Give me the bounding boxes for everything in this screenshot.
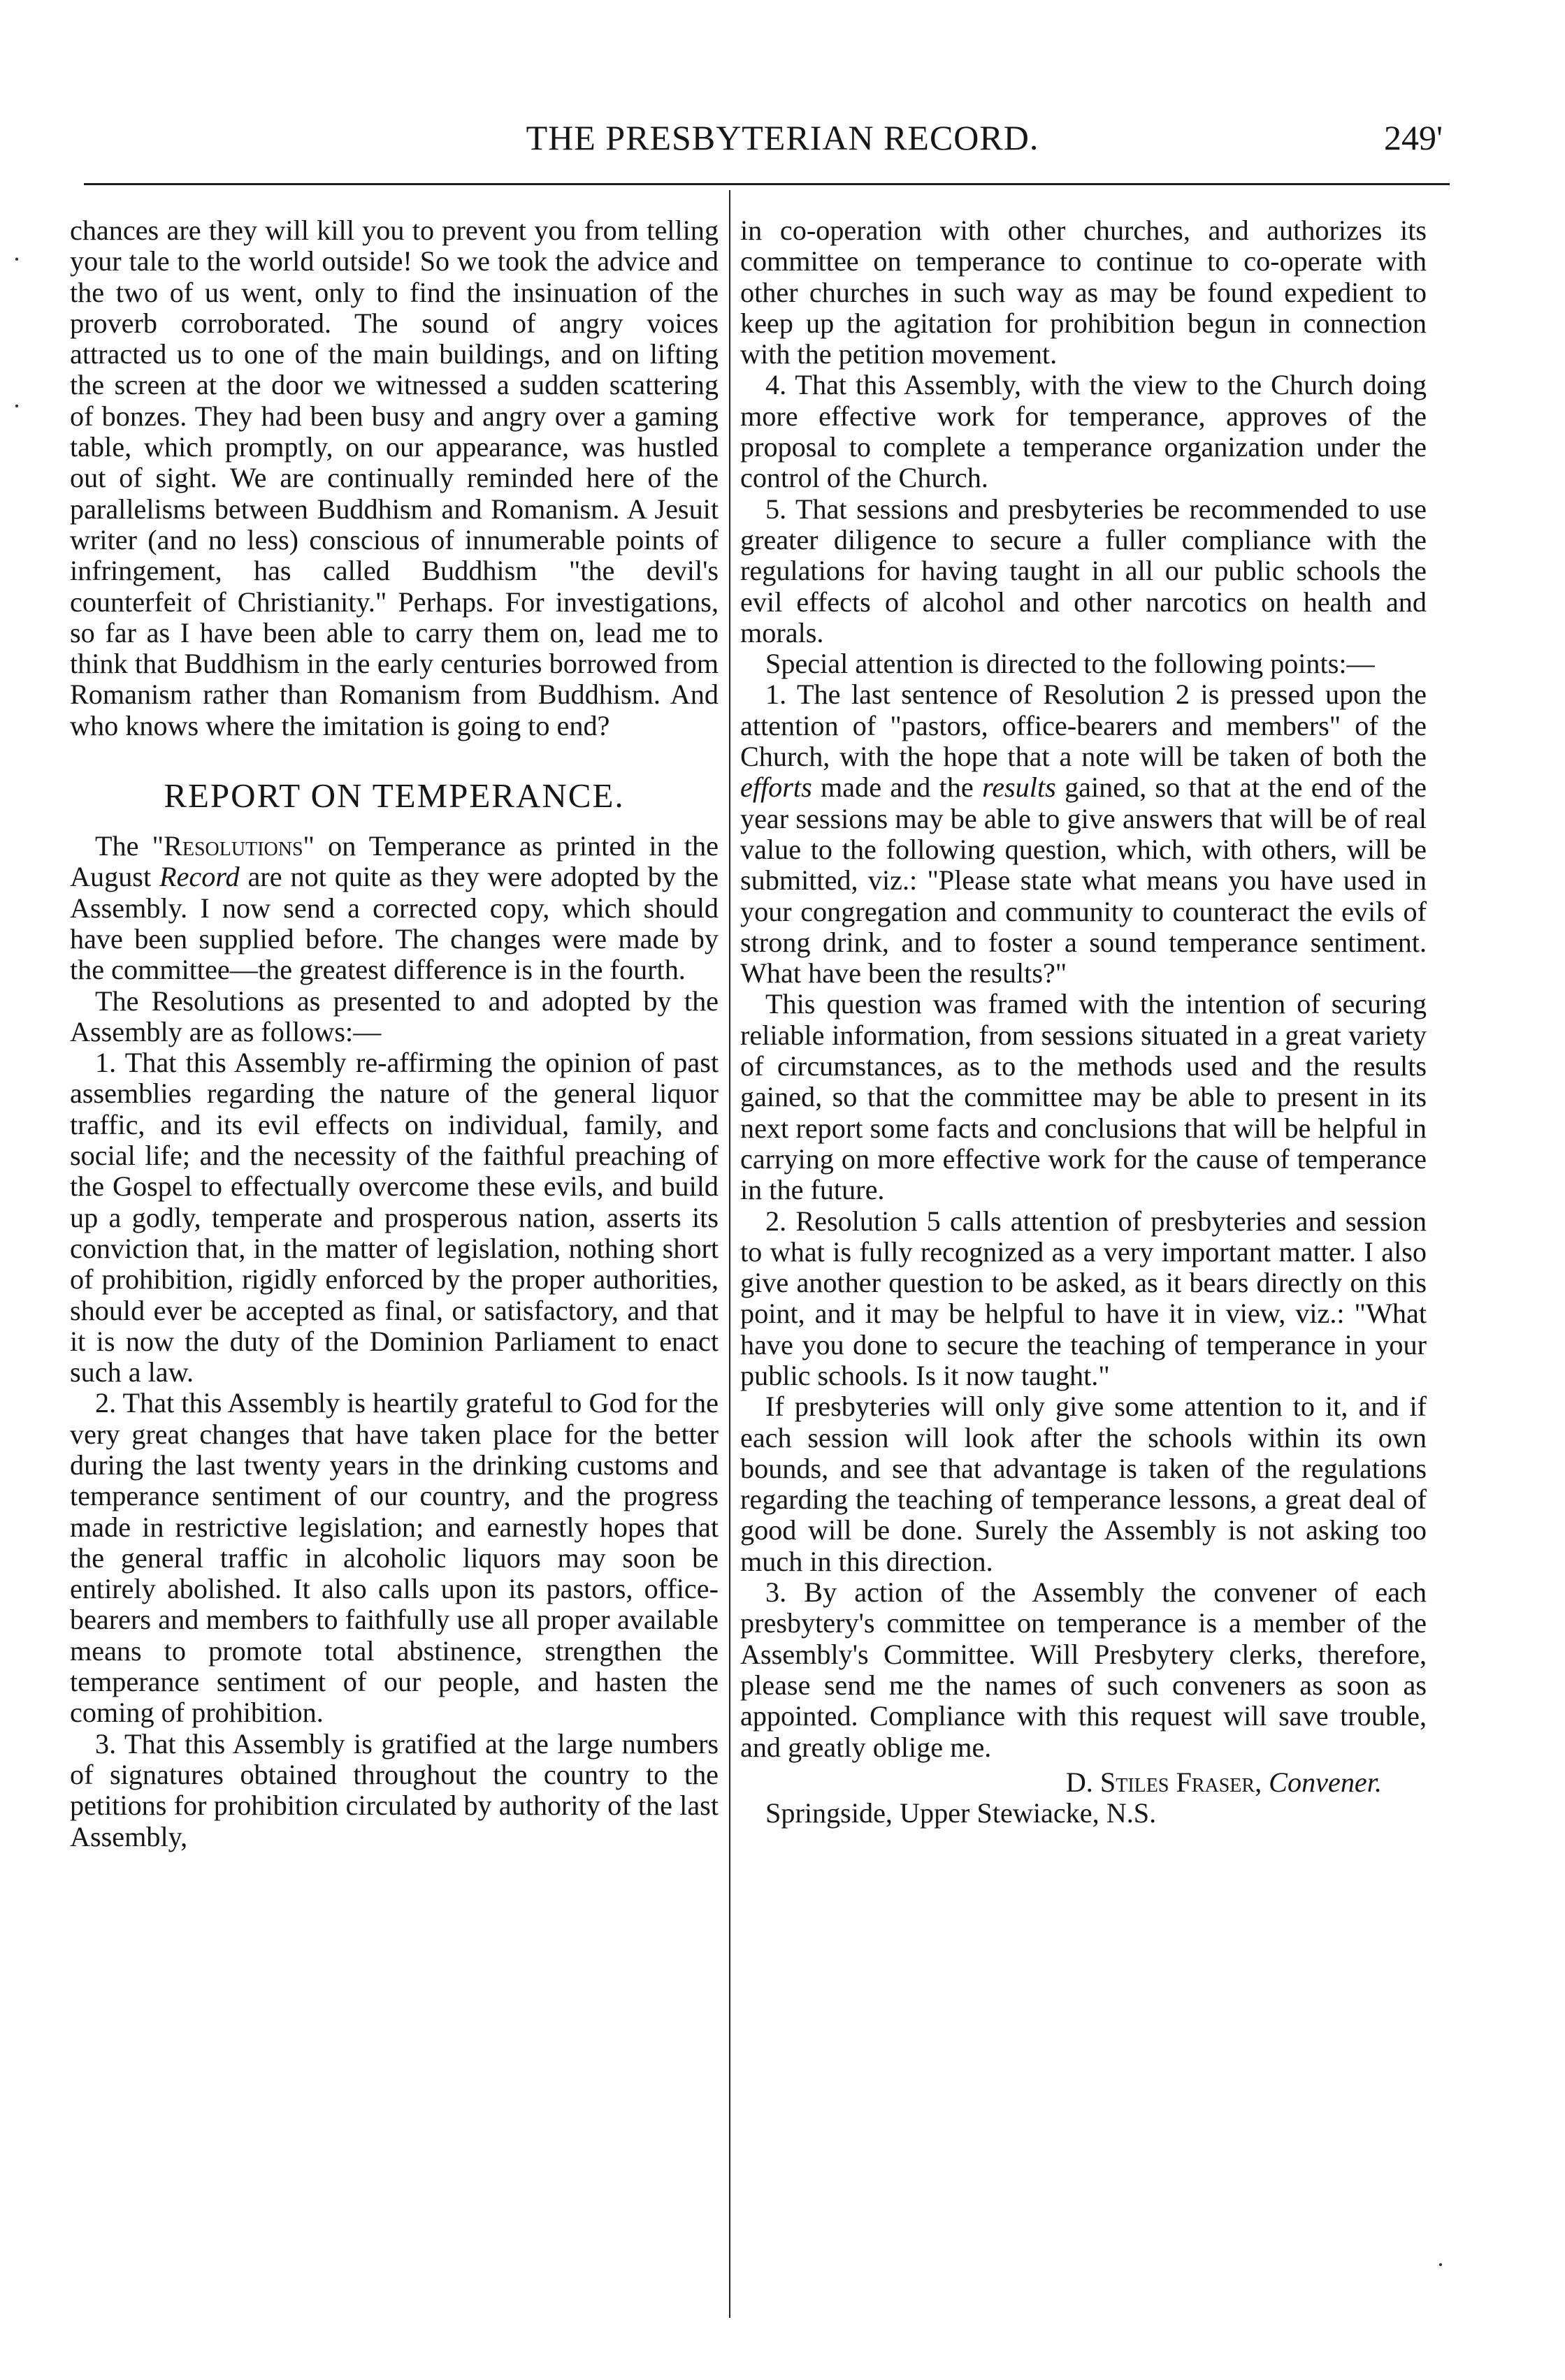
- resolution-2: 2. That this Assembly is heartily grateful to God for the very great changes that have taken place for the better during the last twenty years in the drinking customs and temperance sentiment of our country, and the progress made in restrictive legislation; and earnestly hopes that the general traffic in alcoholic liquors may soon be entirely abolished. It also calls upon its pastors, office-bearers and members to faithfully use all proper available means to promote total abstinence, strengthen the temperance sentiment of our people, and hasten the coming of prohibition.: [70, 1387, 719, 1729]
- record-italic: Record: [159, 861, 240, 893]
- left-column: [70, 215, 719, 1852]
- running-head: [0, 117, 1565, 159]
- signature-title: Convener.: [1269, 1766, 1382, 1798]
- margin-dot: ·: [13, 245, 21, 273]
- point-text: 1. The last sentence of Resolution 2 is pressed upon the attention of "pastors, office-bearers and members" of the Church, with the hope that a note will be taken of both the: [740, 679, 1427, 773]
- margin-dot: ·: [13, 392, 21, 420]
- resolution-1: 1. That this Assembly re-affirming the opinion of past assemblies regarding the nature of the general liquor traffic, and its evil effects on individual, family, and social life; and the necessity of the faithful preaching of the Gospel to effectually overcome these evils, and build up a godly, temperate and prosperous nation, asserts its conviction that, in the matter of legislation, nothing short of prohibition, rigidly enforced by the proper authorities, should ever be accepted as final, or satisfactory, and that it is now the duty of the Dominion Parliament to enact such a law.: [70, 1047, 719, 1388]
- resolution-5: 5. That sessions and presbyteries be recommended to use greater diligence to secure a fuller compliance with the regulations for having taught in all our public schools the evil effects of alcohol and other narcotics on health and morals.: [740, 493, 1427, 648]
- point-3: 3. By action of the Assembly the convener of each presbytery's committee on temperance is a member of the Assembly's Committee. Will Presbytery clerks, therefore, please send me the names of such conveners as soon as appointed. Compliance with this request will save trouble, and greatly oblige me.: [740, 1576, 1427, 1763]
- resolution-3-continued: in co-operation with other churches, and authorizes its committee on temperance to continue to co-operate with other churches in such way as may be found expedient to keep up the agitation for prohibition begun in connection with the petition movement.: [740, 215, 1427, 370]
- special-attention: Special attention is directed to the following points:—: [765, 648, 1375, 680]
- intro-paragraph: [70, 831, 719, 985]
- efforts-italic: efforts: [740, 771, 812, 804]
- point-1: [740, 679, 1427, 989]
- intro-text: are not quite as they were adopted by the Assembly. I now send a corrected copy, which should have been supplied before. The changes were made by the committee—the greatest difference is in the fourth.: [70, 861, 719, 986]
- article-continuation: chances are they will kill you to prevent you from telling your tale to the world outside! So we took the advice and the two of us went, only to find the insinuation of the proverb corroborated. The sound of angry voices attracted us to one of the main buildings, and on lifting the screen at the door we witnessed a sudden scattering of bonzes. They had been busy and angry over a gaming table, which promptly, on our appearance, was hustled out of sight. We are continually reminded here of the parallelisms between Buddhism and Romanism. A Jesuit writer (and no less) conscious of innumerable points of infringement, has called Buddhism "the devil's counterfeit of Christianity." Perhaps. For investigations, so far as I have been able to carry them on, lead me to think that Buddhism in the early centuries borrowed from Romanism rather than Romanism from Buddhism. And who knows where the imitation is going to end?: [70, 215, 719, 741]
- page-number: 249': [1383, 118, 1443, 157]
- point-1-followup: This question was framed with the intention of securing reliable information, from sessions situated in a great variety of circumstances, as to the methods used and the results gained, so that the committee may be able to present in its next report some facts and conclusions that will be helpful in carrying on more effective work for the cause of temperance in the future.: [740, 988, 1427, 1206]
- signature-name: Stiles Fraser: [1099, 1766, 1255, 1798]
- running-title: THE PRESBYTERIAN RECORD.: [526, 118, 1039, 157]
- resolution-3-start: 3. That this Assembly is gratified at the large numbers of signatures obtained throughout the country to the petitions for prohibition circulated by authority of the last Assembly,: [70, 1727, 719, 1852]
- intro-paragraph-2: The Resolutions as presented to and adopted by the Assembly are as follows:—: [70, 985, 719, 1047]
- column-divider: [729, 190, 730, 2318]
- signature-place: Springside, Upper Stewiacke, N.S.: [765, 1797, 1157, 1829]
- section-heading: REPORT ON TEMPERANCE.: [164, 776, 625, 815]
- point-2: 2. Resolution 5 calls attention of presbyteries and session to what is fully recognized as a very important matter. I also give another question to be asked, as it bears directly on this point, and it may be helpful to have it in view, viz.: "What have you done to secure the teaching of temperance in your public schools. Is it now taught.": [740, 1205, 1427, 1391]
- right-column: [740, 215, 1427, 1829]
- header-rule: [84, 183, 1450, 185]
- point-2-followup: If presbyteries will only give some attention to it, and if each session will look after the schools within its own bounds, and see that advantage is taken of the regulations regarding the teaching of temperance lessons, a great deal of good will be done. Surely the Assembly is not asking too much in this direction.: [740, 1391, 1427, 1577]
- signature-initial: D.: [1065, 1766, 1100, 1798]
- signature: D. Stiles Fraser, Convener.: [1065, 1766, 1382, 1798]
- resolutions-small-caps: Resolutions: [164, 830, 303, 862]
- resolution-4: 4. That this Assembly, with the view to the Church doing more effective work for temperance, approves of the proposal to complete a temperance organization under the control of the Church.: [740, 369, 1427, 494]
- point-text: gained, so that at the end of the year sessions may be able to give answers that will be of real value to the following question, which, with others, will be submitted, viz.: "Please state what means you have used in your congregation and community to counteract the evils of strong drink, and to foster a sound temperance sentiment. What have been the results?": [740, 771, 1427, 989]
- intro-text: The ": [95, 830, 164, 862]
- margin-dot: ·: [1436, 2251, 1445, 2279]
- intro-text: " on Temperance as printed in the August: [70, 830, 719, 893]
- point-text: made and the: [812, 771, 983, 804]
- signature-block: [740, 1767, 1427, 1829]
- results-italic: results: [982, 771, 1056, 804]
